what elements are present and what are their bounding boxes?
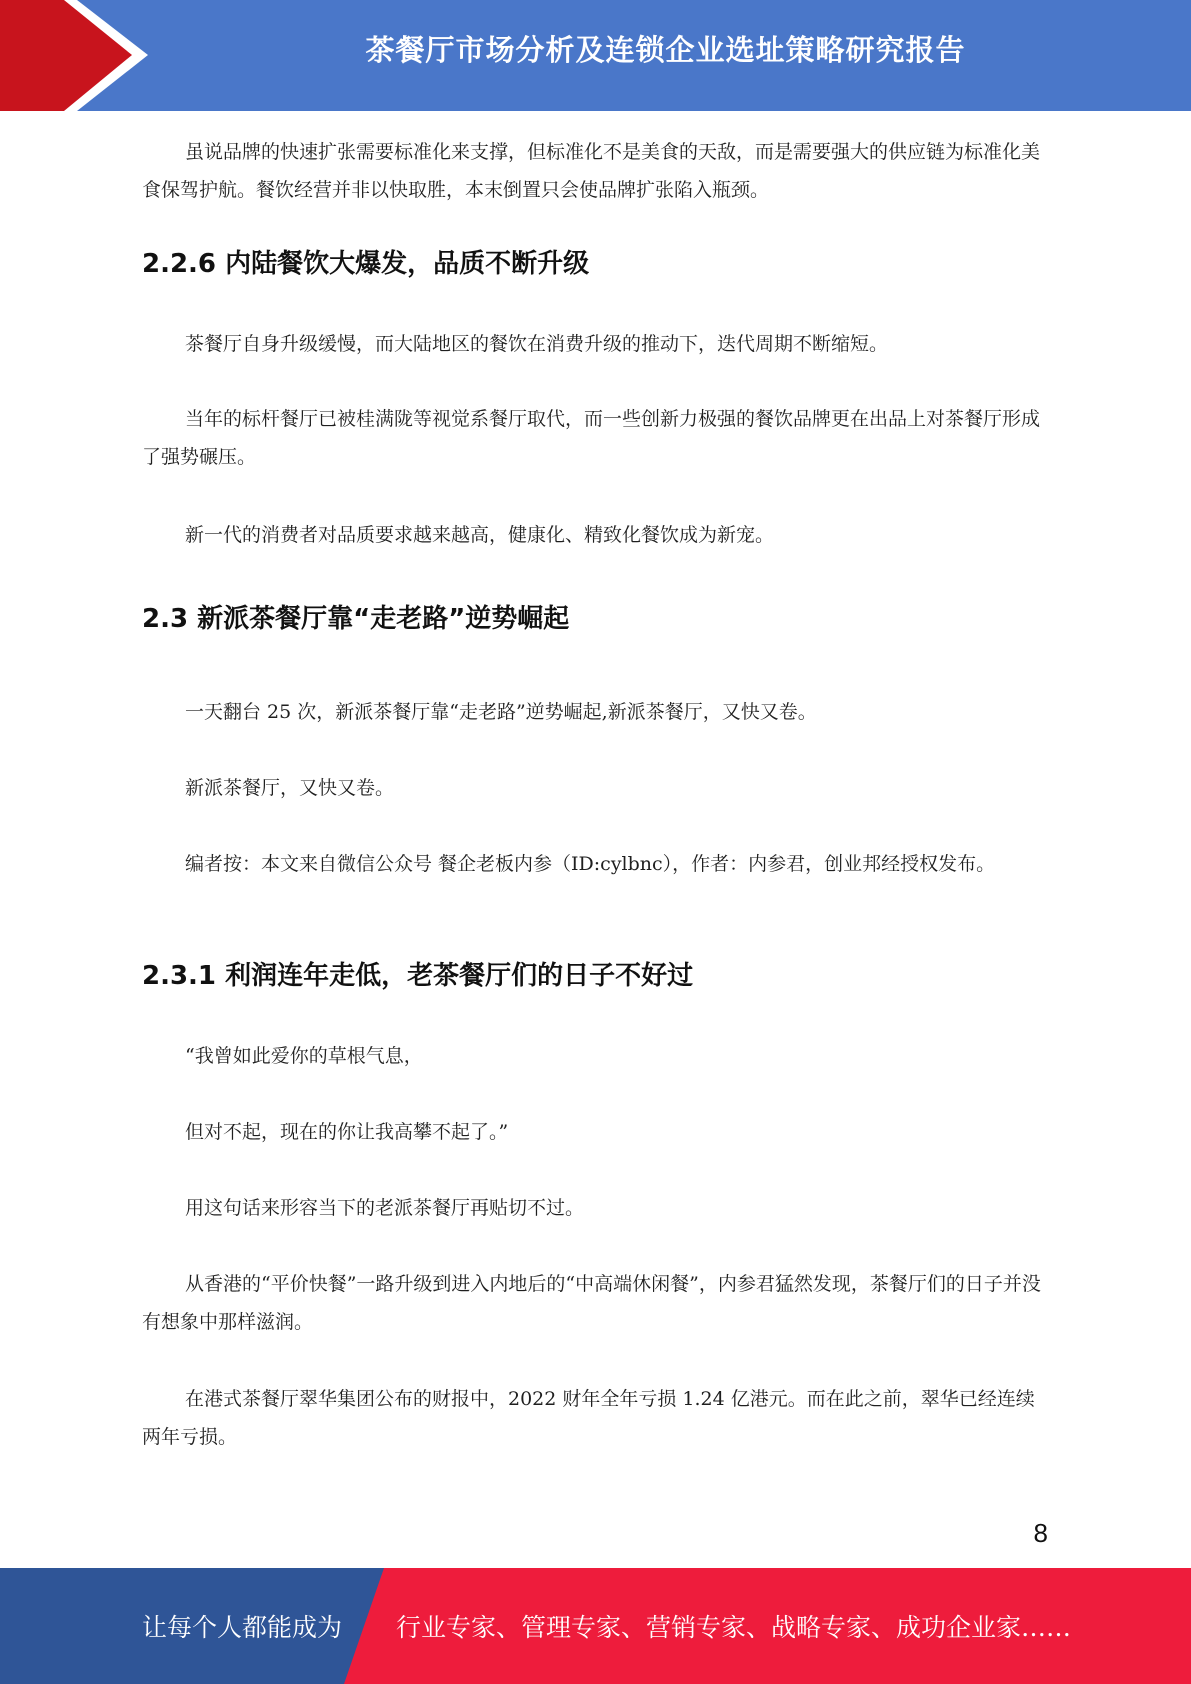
report-title: 茶餐厅市场分析及连锁企业选址策略研究报告 [365,33,966,67]
paragraph: 编者按：本文来自微信公众号 餐企老板内参（ID:cylbnc），作者：内参君，创业邦经授权发布。 [185,853,996,875]
page-number: 8 [1033,1518,1048,1548]
paragraph: 用这句话来形容当下的老派茶餐厅再贴切不过。 [185,1197,585,1219]
footer-slogan-left: 让每个人都能成为 [142,1613,343,1642]
footer-slogan-right: 行业专家、管理专家、营销专家、战略专家、成功企业家…… [396,1613,1072,1642]
quote-line: 但对不起，现在的你让我高攀不起了。” [185,1121,509,1143]
paragraph: 新派茶餐厅，又快又卷。 [185,777,395,799]
paragraph: 新一代的消费者对品质要求越来越高，健康化、精致化餐饮成为新宠。 [185,524,775,546]
paragraph: 虽说品牌的快速扩张需要标准化来支撑，但标准化不是美食的天敌，而是需要强大的供应链为标准化美食保驾护航。餐饮经营并非以快取胜，本末倒置只会使品牌扩张陷入瓶颈。 [142,141,1041,201]
quote-line: “我曾如此爱你的草根气息， [185,1045,423,1067]
section-heading-2-2-6: 2.2.6 内陆餐饮大爆发，品质不断升级 [142,249,590,279]
paragraph: 从香港的“平价快餐”一路升级到进入内地后的“中高端休闲餐”，内参君猛然发现，茶餐厅们的日子并没有想象中那样滋润。 [142,1273,1041,1333]
paragraph: 在港式茶餐厅翠华集团公布的财报中，2022 财年全年亏损 1.24 亿港元。而在此之前，翠华已经连续两年亏损。 [142,1388,1035,1448]
section-heading-2-3-1: 2.3.1 利润连年走低，老茶餐厅们的日子不好过 [142,961,694,991]
paragraph: 茶餐厅自身升级缓慢，而大陆地区的餐饮在消费升级的推动下，迭代周期不断缩短。 [185,333,889,355]
section-heading-2-3: 2.3 新派茶餐厅靠“走老路”逆势崛起 [142,604,570,634]
paragraph: 一天翻台 25 次，新派茶餐厅靠“走老路”逆势崛起,新派茶餐厅，又快又卷。 [185,701,817,723]
page-header [0,0,1191,111]
paragraph: 当年的标杆餐厅已被桂满陇等视觉系餐厅取代，而一些创新力极强的餐饮品牌更在出品上对茶餐厅形成了强势碾压。 [142,408,1041,468]
page-footer [0,1568,1191,1684]
